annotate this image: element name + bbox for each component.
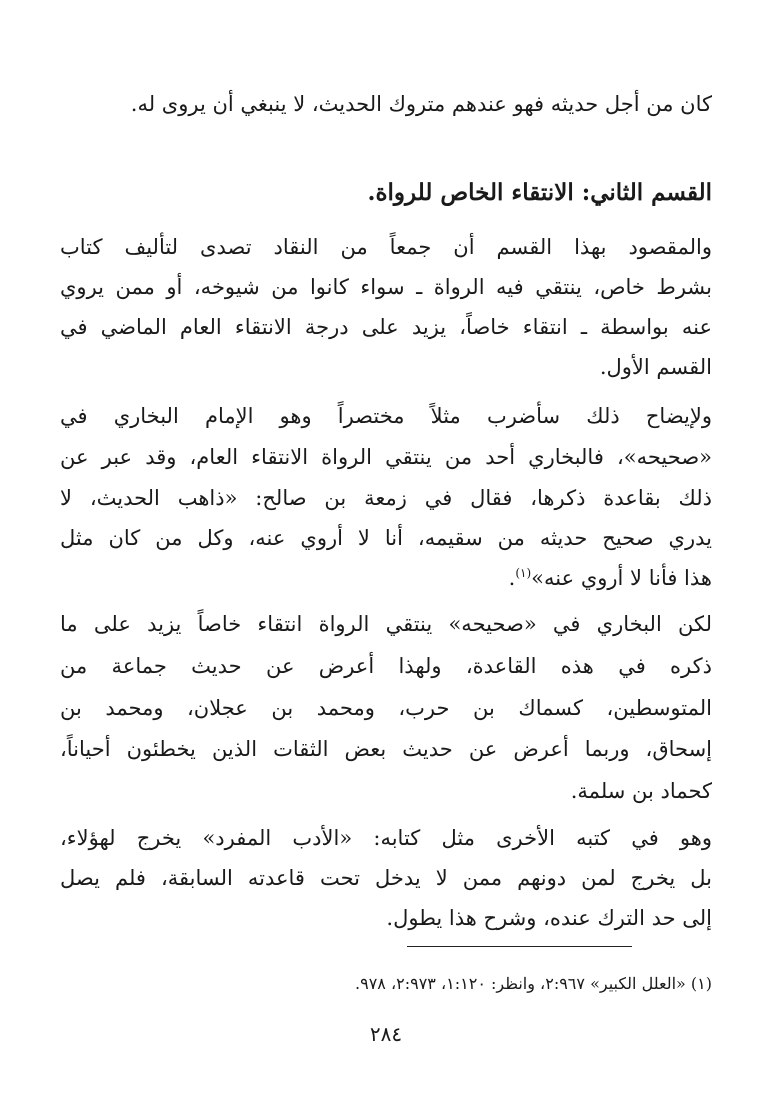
section-heading: القسم الثاني: الانتقاء الخاص للرواة. bbox=[367, 179, 712, 206]
para2-line5-period: . bbox=[508, 566, 516, 590]
para3-line4: إسحاق، وربما أعرض عن حديث بعض الثقات الذين يخطئون أحياناً، bbox=[60, 737, 712, 761]
para3-line2: ذكره في هذه القاعدة، ولهذا أعرض عن حديث جماعة من bbox=[60, 654, 712, 678]
page-number: ٢٨٤ bbox=[369, 1022, 403, 1046]
para3-line1: لكن البخاري في «صحيحه» ينتقي الرواة انتقاء خاصاً يزيد على ما bbox=[60, 612, 712, 636]
para1-line3: عنه بواسطة ـ انتقاء خاصاً، يزيد على درجة الانتقاء العام الماضي في bbox=[60, 315, 712, 339]
para2-line3: ذلك بقاعدة ذكرها، فقال في زمعة بن صالح: «ذاهب الحديث، لا bbox=[60, 486, 712, 510]
para3-line3: المتوسطين، كسماك بن حرب، ومحمد بن عجلان، ومحمد بن bbox=[60, 696, 712, 720]
para2-line4: يدري صحيح حديثه من سقيمه، أنا لا أروي عنه، وكل من كان مثل bbox=[60, 526, 712, 550]
para4-line3: إلى حد الترك عنده، وشرح هذا يطول. bbox=[386, 906, 712, 930]
intro-line: كان من أجل حديثه فهو عندهم متروك الحديث، لا ينبغي أن يروى له. bbox=[130, 92, 712, 116]
footnote-reference[interactable]: (١) bbox=[515, 566, 532, 580]
para4-line1: وهو في كتبه الأخرى مثل كتابه: «الأدب المفرد» يخرج لهؤلاء، bbox=[60, 826, 712, 850]
para4-line2: بل يخرج لمن دونهم ممن لا يدخل تحت قاعدته السابقة، فلم يصل bbox=[60, 866, 712, 890]
book-page bbox=[60, 0, 712, 1100]
para1-line1: والمقصود بهذا القسم أن جمعاً من النقاد تصدى لتأليف كتاب bbox=[60, 235, 712, 259]
footnote: (١) «العلل الكبير» ٢:٩٦٧، وانظر: ١:١٢٠، ٢:٩٧٣، ٩٧٨. bbox=[355, 974, 712, 993]
footnote-divider bbox=[407, 946, 632, 947]
para1-line2: بشرط خاص، ينتقي فيه الرواة ـ سواء كانوا من شيوخه، أو ممن يروي bbox=[60, 275, 712, 299]
para2-line5-text: هذا فأنا لا أروي عنه» bbox=[531, 566, 712, 590]
para2-line5 bbox=[60, 562, 712, 594]
para3-line5: كحماد بن سلمة. bbox=[570, 779, 712, 803]
para2-line1: ولإيضاح ذلك سأضرب مثلاً مختصراً وهو الإمام البخاري في bbox=[60, 404, 712, 428]
para1-line4: القسم الأول. bbox=[599, 355, 712, 379]
para2-line2: «صحيحه»، فالبخاري أحد من ينتقي الرواة الانتقاء العام، وقد عبر عن bbox=[60, 445, 712, 469]
